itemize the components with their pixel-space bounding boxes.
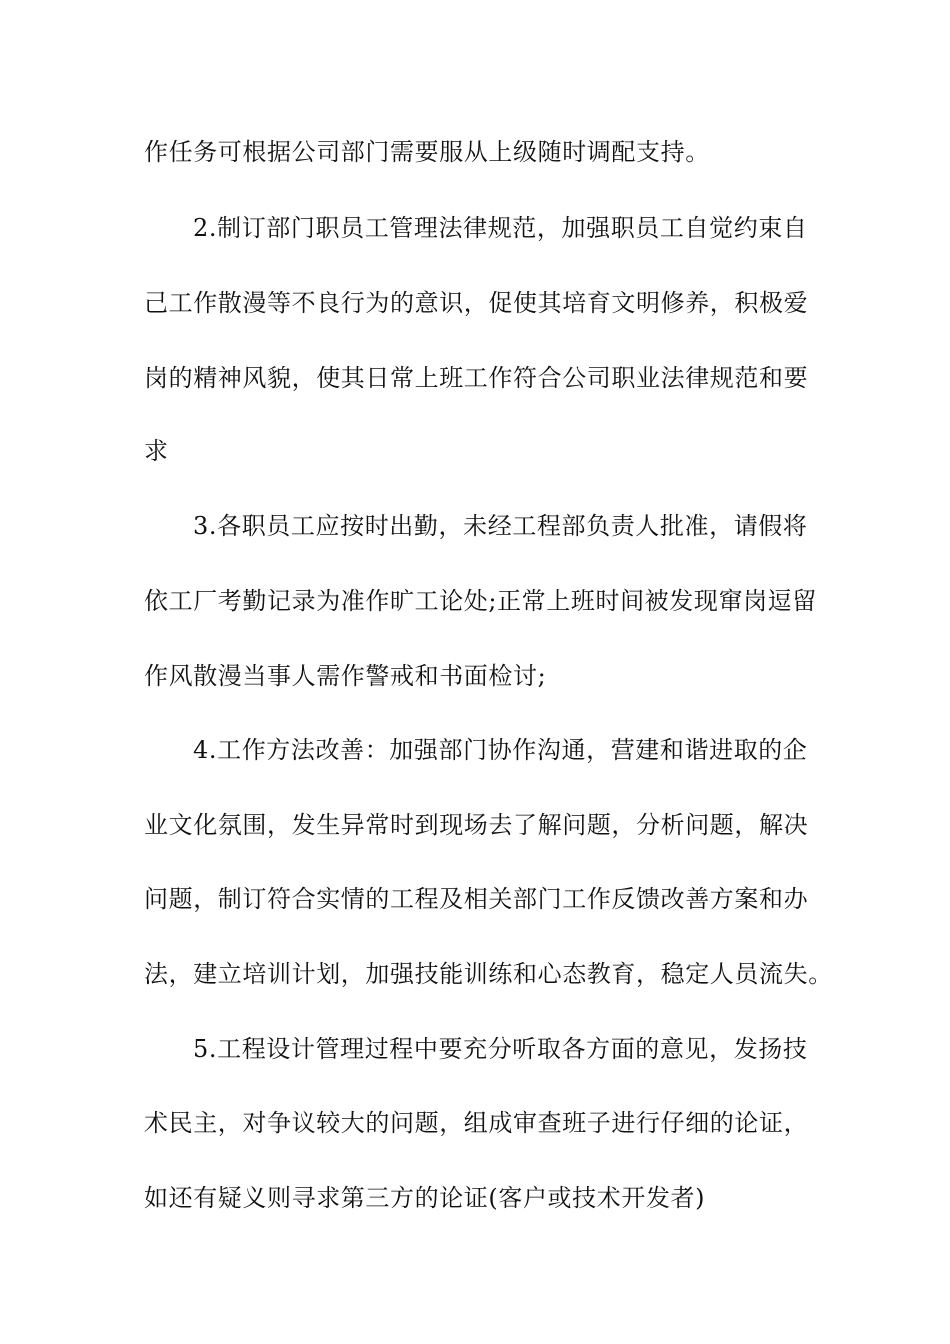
- text-line: 如还有疑义则寻求第三方的论证(客户或技术开发者): [144, 1184, 706, 1212]
- paragraph-3-first-line: 3.各职员工应按时出勤，未经工程部负责人批准，请假将: [193, 512, 808, 540]
- text-line: 依工厂考勤记录为准作旷工论处;正常上班时间被发现窜岗逗留: [144, 587, 817, 615]
- text-line: 岗的精神风貌，使其日常上班工作符合公司职业法律规范和要: [144, 364, 809, 392]
- paragraph-4-first-line: 4.工作方法改善：加强部门协作沟通，营建和谐进取的企: [193, 736, 808, 764]
- text-line: 作任务可根据公司部门需要服从上级随时调配支持。: [144, 138, 710, 166]
- text-line: 术民主，对争议较大的问题，组成审查班子进行仔细的论证，: [144, 1109, 809, 1137]
- text-line: 己工作散漫等不良行为的意识，促使其培育文明修养，积极爱: [144, 289, 809, 317]
- text-line: 法，建立培训计划，加强技能训练和心态教育，稳定人员流失。: [144, 960, 833, 988]
- text-line: 问题，制订符合实情的工程及相关部门工作反馈改善方案和办: [144, 885, 809, 913]
- text-line: 业文化氛围，发生异常时到现场去了解问题，分析问题，解决: [144, 811, 809, 839]
- paragraph-2-first-line: 2.制订部门职员工管理法律规范，加强职员工自觉约束自: [193, 214, 808, 242]
- text-line: 作风散漫当事人需作警戒和书面检讨;: [144, 662, 547, 690]
- text-line: 求: [144, 437, 169, 465]
- paragraph-5-first-line: 5.工程设计管理过程中要充分听取各方面的意见，发扬技: [193, 1035, 808, 1063]
